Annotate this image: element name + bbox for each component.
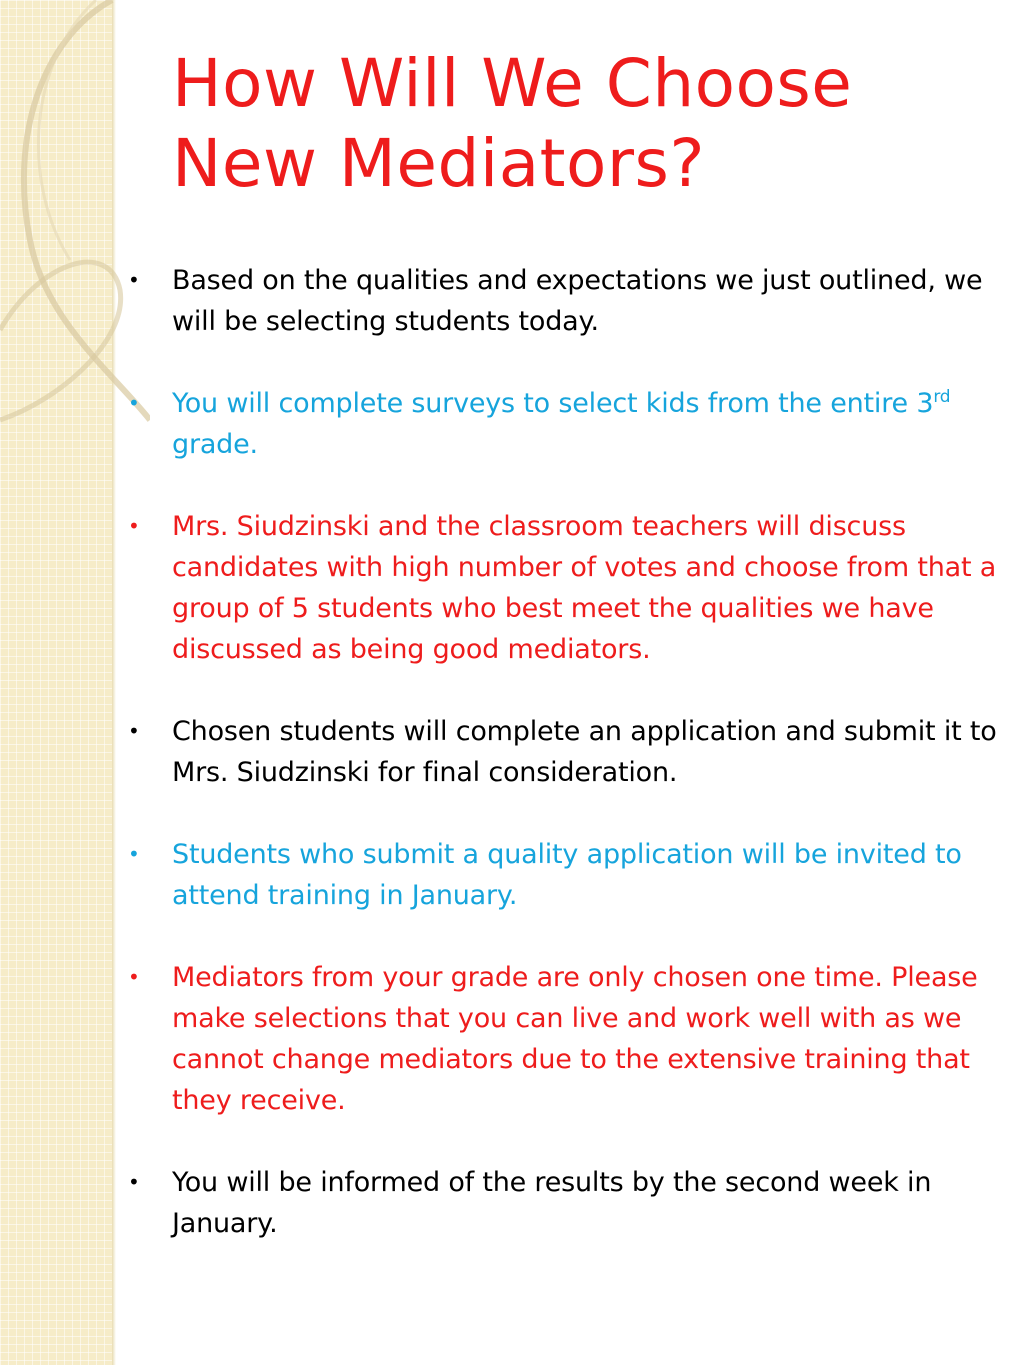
bullet-icon: •	[128, 965, 140, 989]
bullet-text: Based on the qualities and expectations we just outlined, we will be selecting students today.	[172, 265, 983, 337]
list-item	[128, 506, 998, 670]
bullet-text: Mediators from your grade are only chosen one time. Please make selections that you can live and work well with as we cannot change mediators due to the extensive training that they receive.	[172, 962, 978, 1116]
bullet-icon: •	[128, 842, 140, 866]
list-item	[128, 711, 998, 793]
bullet-icon: •	[128, 391, 140, 415]
bullet-text: Mrs. Siudzinski and the classroom teachers will discuss candidates with high number of votes and choose from that a group of 5 students who best meet the qualities we have discussed as being good mediators.	[172, 511, 997, 665]
bullet-icon: •	[128, 719, 140, 743]
bullet-text-end: grade.	[172, 429, 258, 460]
bullet-icon: •	[128, 514, 140, 538]
bullet-icon: •	[128, 268, 140, 292]
list-item	[128, 957, 998, 1121]
list-item	[128, 1162, 998, 1244]
list-item	[128, 260, 998, 342]
list-item	[128, 834, 998, 916]
bullet-icon: •	[128, 1170, 140, 1194]
page-title	[172, 44, 992, 204]
bullet-text: You will be informed of the results by the second week in January.	[172, 1167, 932, 1239]
list-item	[128, 383, 998, 465]
title-line-2: New Mediators?	[172, 125, 705, 202]
bullet-text: You will complete surveys to select kids from the entire 3	[172, 388, 934, 419]
bullet-text: Students who submit a quality application will be invited to attend training in January.	[172, 839, 962, 911]
bullet-superscript: rd	[933, 387, 951, 407]
bullet-text: Chosen students will complete an application and submit it to Mrs. Siudzinski for final consideration.	[172, 716, 997, 788]
bullet-list	[128, 260, 998, 1285]
title-line-1: How Will We Choose	[172, 45, 853, 122]
